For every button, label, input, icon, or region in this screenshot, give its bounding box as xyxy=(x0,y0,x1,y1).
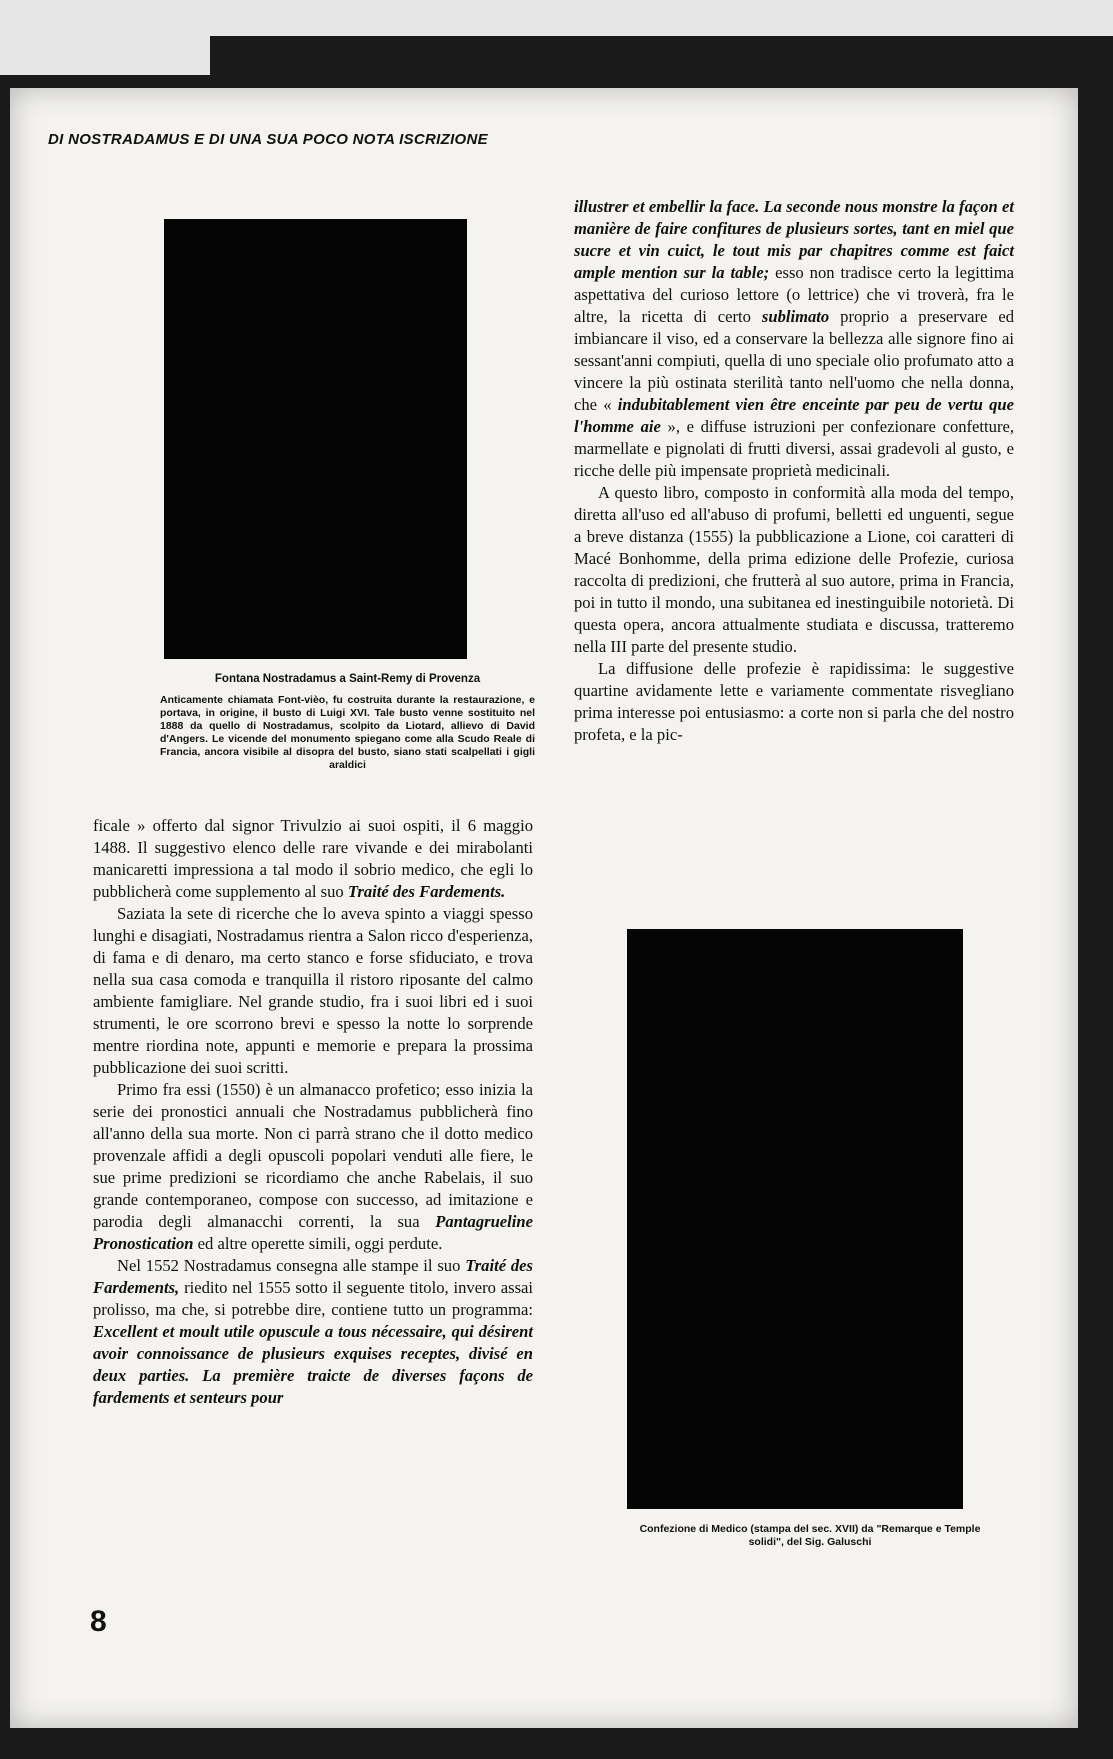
scan-top-left-margin xyxy=(0,0,210,75)
right-paragraph-3: La diffusione delle profezie è rapidissima: le suggestive quartine avidamente lette e variamente commentate risvegliano prima interesse poi entusiasmo: a corte non si parla che del nostro profeta, e la pic- xyxy=(574,659,1014,744)
figure-1-caption-title: Fontana Nostradamus a Saint-Remy di Provenza xyxy=(214,673,481,685)
figure-1-caption-body: Anticamente chiamata Font-vièo, fu costruita durante la restaurazione, e portava, in origine, il busto di Luigi XVI. Tale busto venne sostituito nel 1888 da quello di Nostradamus, scolpito da Liotard, allievo di David d'Angers. Le vicende del monumento spiegano come alla Scudo Reale di Francia, ancora visibile al disopra del busto, siano stati scalpellati i gigli araldici xyxy=(160,694,535,771)
left-paragraph-2: Saziata la sete di ricerche che lo aveva spinto a viaggi spesso lunghi e disagiati, Nostradamus rientra a Salon ricco d'esperienza, di fama e di denaro, ma certo stanco e forse sfiduciato, e trova nella sua casa comoda e tranquilla il ristoro riposante del calmo ambiente famigliare. Nel grande studio, fra i suoi libri ed i suoi strumenti, le ore scorrono brevi e spesso la notte lo sorprende mentre riordina note, appunti e memorie e prepara la prossima pubblicazione dei suoi scritti. xyxy=(93,904,533,1077)
figure-2-caption: Confezione di Medico (stampa del sec. XVII) da "Remarque e Temple solidi", del Sig. Galuschi xyxy=(639,1523,981,1548)
left-paragraph-1: ficale » offerto dal signor Trivulzio ai suoi ospiti, il 6 maggio 1488. Il suggestivo elenco delle rare vivande e dei mirabolanti manicaretti impressiona a tal modo il sobrio medico, che egli lo pubblicherà come supplemento al suo Traité des Fardements. xyxy=(93,816,533,901)
page-number: 8 xyxy=(90,1605,107,1638)
left-paragraph-3: Primo fra essi (1550) è un almanacco profetico; esso inizia la serie dei pronostici annuali che Nostradamus pubblicherà fino all'anno della sua morte. Non ci parrà strano che il dotto medico provenzale affidi a degli opuscoli popolari venduti alle fiere, le sue prime predizioni se ricordiamo che anche Rabelais, il suo grande contemporaneo, compose con successo, ad imitazione e parodia degli almanacchi correnti, la sua Pantagrueline Pronostication ed altre operette simili, oggi perdute. xyxy=(93,1080,533,1253)
left-paragraph-4: Nel 1552 Nostradamus consegna alle stampe il suo Traité des Fardements, riedito nel 1555 sotto il seguente titolo, invero assai prolisso, ma che, si potrebbe dire, contiene tutto un programma: Excellent et moult utile opuscule a tous nécessaire, qui désirent avoir connoissance de plusieurs exquises receptes, divisé en deux parties. La première traicte de diverses façons de fardements et senteurs pour xyxy=(93,1256,533,1407)
right-column xyxy=(574,196,1014,746)
left-column xyxy=(93,815,533,1409)
fountain-photo xyxy=(164,219,467,659)
right-paragraph-2: A questo libro, composto in conformità alla moda del tempo, diretta all'uso ed all'abuso di profumi, belletti ed unguenti, segue a breve distanza (1555) la pubblicazione a Lione, coi caratteri di Macé Bonhomme, della prima edizione delle Profezie, curiosa raccolta di predizioni, che frutterà al suo autore, prima in Francia, poi in tutto il mondo, una subitanea ed inestinguibile notorietà. Di questa opera, ancora attualmente studiata e discussa, tratteremo nella III parte del presente studio. xyxy=(574,483,1014,656)
running-header: DI NOSTRADAMUS E DI UNA SUA POCO NOTA ISCRIZIONE xyxy=(48,131,488,148)
engraving-photo xyxy=(627,929,963,1509)
right-paragraph-1: illustrer et embellir la face. La seconde nous monstre la façon et manière de faire confitures de plusieurs sortes, tant en miel que sucre et vin cuict, le tout mis par chapitres comme est faict ample mention sur la table; esso non tradisce certo la legittima aspettativa del curioso lettore (o lettrice) che vi troverà, fra le altre, la ricetta di certo sublimato proprio a preservare ed imbiancare il viso, ed a conservare la bellezza alle signore fino ai sessant'anni compiuti, quella di uno speciale olio profumato atto a vincere la più ostinata sterilità tanto nell'uomo che nella donna, che « indubitablement vien être enceinte par peu de vertu que l'homme aie », e diffuse istruzioni per confezionare confetture, marmellate e pignolati di frutti diversi, assai gradevoli al gusto, e ricche delle più impensate proprietà medicinali. xyxy=(574,197,1015,480)
figure-1-caption xyxy=(160,672,535,772)
